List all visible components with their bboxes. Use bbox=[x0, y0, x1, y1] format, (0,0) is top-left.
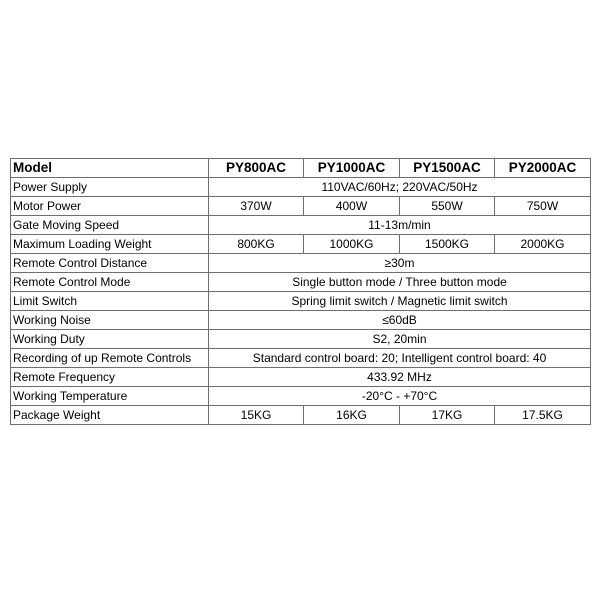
row-value: ≥30m bbox=[209, 254, 591, 273]
row-value: 550W bbox=[400, 197, 495, 216]
row-value: 1500KG bbox=[400, 235, 495, 254]
row-value: 16KG bbox=[304, 406, 400, 425]
header-cell: PY800AC bbox=[209, 159, 304, 178]
row-value: 400W bbox=[304, 197, 400, 216]
row-label: Power Supply bbox=[11, 178, 209, 197]
header-row bbox=[11, 159, 591, 178]
row-value: 110VAC/60Hz; 220VAC/50Hz bbox=[209, 178, 591, 197]
row-label: Recording of up Remote Controls bbox=[11, 349, 209, 368]
row-label: Remote Frequency bbox=[11, 368, 209, 387]
table-row bbox=[11, 349, 591, 368]
row-value: 1000KG bbox=[304, 235, 400, 254]
row-label: Remote Control Mode bbox=[11, 273, 209, 292]
table-row bbox=[11, 235, 591, 254]
table-row bbox=[11, 368, 591, 387]
header-cell: PY1500AC bbox=[400, 159, 495, 178]
row-value: Standard control board: 20; Intelligent control board: 40 bbox=[209, 349, 591, 368]
table-row bbox=[11, 273, 591, 292]
table-row bbox=[11, 216, 591, 235]
table-row bbox=[11, 387, 591, 406]
table-row bbox=[11, 406, 591, 425]
row-value: S2, 20min bbox=[209, 330, 591, 349]
table-row bbox=[11, 197, 591, 216]
row-label: Maximum Loading Weight bbox=[11, 235, 209, 254]
row-value: Spring limit switch / Magnetic limit switch bbox=[209, 292, 591, 311]
row-value: 433.92 MHz bbox=[209, 368, 591, 387]
row-label: Working Duty bbox=[11, 330, 209, 349]
row-label: Working Noise bbox=[11, 311, 209, 330]
row-label: Limit Switch bbox=[11, 292, 209, 311]
header-cell: Model bbox=[11, 159, 209, 178]
row-value: 2000KG bbox=[495, 235, 591, 254]
row-value: 370W bbox=[209, 197, 304, 216]
row-label: Motor Power bbox=[11, 197, 209, 216]
table-row bbox=[11, 330, 591, 349]
row-value: -20°C - +70°C bbox=[209, 387, 591, 406]
row-label: Remote Control Distance bbox=[11, 254, 209, 273]
table-row bbox=[11, 292, 591, 311]
row-value: 17.5KG bbox=[495, 406, 591, 425]
row-value: 750W bbox=[495, 197, 591, 216]
row-value: 11-13m/min bbox=[209, 216, 591, 235]
row-value: 15KG bbox=[209, 406, 304, 425]
header-cell: PY1000AC bbox=[304, 159, 400, 178]
row-label: Working Temperature bbox=[11, 387, 209, 406]
row-value: ≤60dB bbox=[209, 311, 591, 330]
row-label: Gate Moving Speed bbox=[11, 216, 209, 235]
table-row bbox=[11, 311, 591, 330]
spec-table bbox=[10, 158, 591, 425]
table-row bbox=[11, 254, 591, 273]
row-value: 800KG bbox=[209, 235, 304, 254]
table-row bbox=[11, 178, 591, 197]
row-value: 17KG bbox=[400, 406, 495, 425]
header-cell: PY2000AC bbox=[495, 159, 591, 178]
row-label: Package Weight bbox=[11, 406, 209, 425]
row-value: Single button mode / Three button mode bbox=[209, 273, 591, 292]
